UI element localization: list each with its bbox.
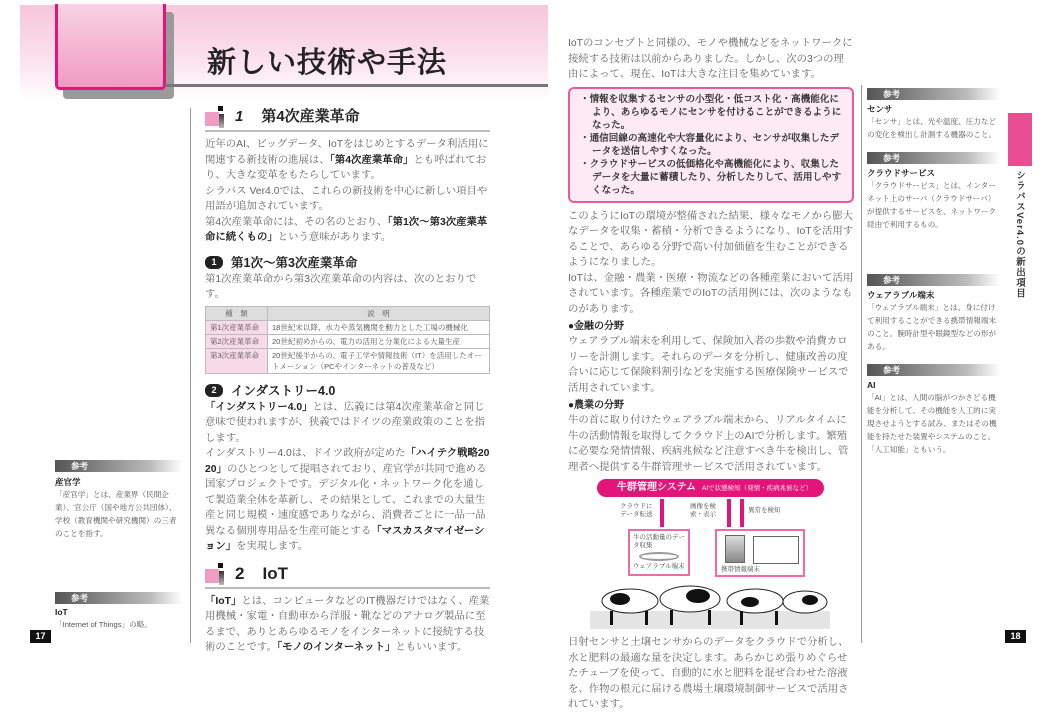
note-label: 参考: [867, 274, 1000, 286]
paragraph: IoTは、金融・農業・医療・物流などの各種産業において活用されています。各種産業でのIoTの活用例には、次のようなものがあります。: [568, 272, 854, 315]
collar-icon: [639, 552, 679, 561]
cattle-system-banner: [597, 479, 824, 497]
left-main-column: [205, 106, 490, 656]
page-number: 18: [1005, 630, 1026, 643]
system-subtitle: AIで状態検知（発情・疾病兆候など）: [702, 485, 813, 492]
wearable-box: [628, 529, 690, 576]
note-term: センサ: [867, 104, 893, 114]
table-row: [206, 320, 490, 334]
reason-item: ・通信回線の高速化や大容量化により、センサが収集したデータを送信しやすくなった。: [580, 132, 840, 157]
note-label: 参考: [55, 460, 182, 472]
right-main-column: [568, 36, 854, 713]
tablet-icon: [725, 535, 745, 563]
section-title: IoT: [262, 563, 288, 583]
subsection2-heading: [205, 382, 490, 400]
table-cell: 第1次産業革命: [206, 320, 268, 334]
note-text: 「ウェアラブル端末」とは、身に付けて利用することができる携帯情報端末のこと。腕時計型や眼鏡型などの形がある。: [867, 303, 997, 351]
paragraph: このようにIoTの環境が整備された結果、様々なモノから膨大なデータを収集・蓄積・分析できるようになり、IoTを活用することで、あらゆる分野で高い付加価値を生むことができるようになりました。: [568, 210, 854, 268]
side-tab-label: シラバスVer4.0の新出項目: [1014, 170, 1025, 299]
table-cell: 20世紀後半からの、電子工学や情報技術（IT）を活用したオートメーション（PCやインターネットの普及など）: [268, 348, 490, 373]
section-number: 1: [235, 108, 244, 125]
table-row: [206, 348, 490, 373]
number-badge: 1: [205, 256, 223, 269]
note-sensor: [867, 88, 1000, 141]
paragraph: [205, 137, 490, 184]
note-term: AI: [867, 380, 876, 390]
bold-term: 「IoT」: [205, 595, 242, 607]
paragraph: ウェアラブル端末を利用して、保険加入者の歩数や消費カロリーを計測します。それらのデータを分析し、健康改善の度合いに応じて保険料割引などを実施する医療保険サービスで活用されています。: [568, 336, 849, 394]
paragraph: 第1次産業革命から第3次産業革命の内容は、次のとおりです。: [205, 273, 477, 300]
note-term: クラウドサービス: [867, 168, 936, 178]
text-run: ともいいます。: [395, 642, 468, 653]
note-label: 参考: [55, 592, 182, 604]
bold-term: 「インダストリー4.0」: [205, 401, 313, 413]
bold-term: 「第1次～第3次産業革命に続くもの」: [205, 216, 488, 243]
note-label: 参考: [867, 152, 1000, 164]
section-underline: [205, 130, 490, 132]
column-header: 種 類: [206, 306, 268, 320]
note-text: 「クラウドサービス」とは、インターネット上のサーバ（クラウドサーバ）が提供するサービスを、ネットワーク経由で利用するもの。: [867, 181, 997, 229]
note-text: 「センサ」とは、光や温度、圧力などの変化を検出し計測する機器のこと。: [867, 117, 997, 139]
text-run: とも呼ばれており、大きな変革をもたらしています。: [205, 154, 487, 181]
reason-item: ・情報を収集するセンサの小型化・低コスト化・高機能化により、あらゆるモノにセンサを付けることができるようになった。: [580, 93, 842, 131]
agriculture-heading: ●農業の分野: [568, 400, 625, 411]
paragraph: [205, 446, 490, 555]
note-text: 「AI」とは、人間の脳がつかさどる機能を分析して、その機能を人工的に実現させようとする試み、またはその機能を持たせた装置やシステムのこと。「人工知能」ともいう。: [867, 393, 997, 454]
arrow-up-icon: [660, 499, 664, 527]
text-run: とは、コンピュータなどのIT機器だけではなく、産業用機械・家電・自動車から洋服・靴などのアナログ製品に至るまで、ありとあらゆるモノをインターネットに接続する技術のことです。: [205, 595, 490, 653]
note-text: 「Internet of Things」の略。: [55, 620, 152, 629]
arrow-down-icon: [740, 499, 744, 527]
table-cell: 18世紀末以降、水力や蒸気機関を動力とした工場の機械化: [268, 320, 490, 334]
column-header: 説 明: [268, 306, 490, 320]
note-label: 参考: [867, 88, 1000, 100]
note-text: 「産官学」とは、産業界（民間企業）、官公庁（国や地方公共団体）、学校（教育機関や研究機関）の三者のことを指す。: [55, 490, 177, 538]
section-title: 第4次産業革命: [261, 108, 360, 125]
table-cell: 第2次産業革命: [206, 334, 268, 348]
label-search-display: 画像を検索・表示: [690, 503, 716, 518]
industrial-revolution-table: [205, 306, 490, 374]
side-tab-marker: [1008, 113, 1032, 166]
bold-term: 「ハイテク戦略2020」: [205, 448, 490, 475]
note-iot: [55, 592, 182, 631]
text-run: のひとつとして提唱されており、産官学が共同で進める国家プロジェクトです。デジタル化・ネットワーク化を通して製造業全体を革新し、その結果として、これまでの大量生産と同じ規模・速度感でありながら、消費者ごとに一品一品異なる個別専用品を生産可能とする: [205, 463, 487, 537]
section-mark-icon: [205, 563, 227, 585]
subsection-title: 第1次～第3次産業革命: [231, 255, 358, 270]
bold-term: 「第4次産業革命」: [329, 154, 414, 166]
text-run: とは、広義には第4次産業革命と同じ意味で使われますが、狭義ではドイツの産業政策のことを指します。: [205, 401, 486, 444]
chapter-title: 新しい技術や手法: [207, 47, 448, 79]
table-cell: 第3次産業革命: [206, 348, 268, 373]
note-label: 参考: [867, 364, 1000, 376]
label-mobile: 携帯情報端末: [721, 566, 760, 573]
screen-icon: [753, 536, 799, 564]
label-collect: 牛の活動量のデータ収集: [633, 534, 685, 549]
label-cloud-transfer: クラウドにデータ転送: [620, 503, 653, 518]
section-number: 2: [235, 563, 245, 583]
text-run: 第4次産業革命には、その名のとおり、: [205, 216, 388, 228]
paragraph: [205, 594, 490, 656]
text-run: 近年のAI、ビッグデータ、IoTをはじめとするデータ利活用に関連する新技術の進展は、: [205, 139, 489, 166]
section1-heading: [205, 106, 490, 128]
note-ai: [867, 364, 1000, 456]
number-badge: 2: [205, 384, 223, 397]
cows-illustration: [590, 577, 830, 629]
text-run: シラバス Ver4.0では、これらの新技術を中心に新しい項目や用語が追加されています。: [205, 185, 488, 212]
section-underline: [205, 587, 490, 589]
bold-term: 「マスカスタマイゼーション」: [205, 525, 485, 552]
bold-term: 「モノのインターネット」: [276, 642, 396, 653]
text-run: という意味があります。: [277, 232, 392, 243]
reason-item: ・クラウドサービスの低価格化や高機能化により、収集したデータを大量に蓄積したり、分析したりして、活用しやすくなった。: [580, 158, 842, 196]
label-wearable: ウェアラブル端末: [633, 563, 685, 570]
table-header-row: [206, 306, 490, 320]
cattle-management-diagram: [568, 479, 854, 629]
paragraph: [205, 184, 490, 215]
note-sankangaku: [55, 460, 182, 540]
paragraph: [205, 215, 490, 246]
note-term: IoT: [55, 607, 68, 617]
note-wearable: [867, 274, 1000, 353]
title-underline: [165, 84, 548, 87]
arrow-updown-icon: [727, 499, 731, 527]
paragraph: [205, 400, 490, 447]
section-mark-icon: [205, 106, 227, 128]
note-term: 産官学: [55, 477, 81, 487]
section2-heading: [205, 563, 490, 585]
column-divider: [190, 108, 191, 643]
paragraph: 日射センサと土壌センサからのデータをクラウドで分析し、水と肥料の最適な量を決定します。あらかじめ張りめぐらせたチューブを使って、自動的に水と肥料を混ぜ合わせた溶液を、作物の根元に届ける農場土壌環境制御サービスで活用されています。: [568, 637, 849, 710]
table-row: [206, 334, 490, 348]
text-run: インダストリー4.0は、ドイツ政府が定めた: [205, 448, 406, 459]
reasons-box: [568, 87, 854, 203]
system-name: 牛群管理システム: [617, 482, 696, 493]
paragraph: 牛の首に取り付けたウェアラブル端末から、リアルタイムに牛の活動情報を取得してクラウド上のAIで分析します。繁殖に必要な発情情報、疾病兆候など注意すべき牛を検出し、管理者へ提供する牛群管理サービスで活用されています。: [568, 415, 849, 473]
label-detect: 異常を検知: [748, 507, 781, 514]
subsection-title: インダストリー4.0: [231, 383, 336, 398]
page-number: 17: [30, 630, 51, 643]
table-cell: 20世紀初めからの、電力の活用と分業化による大量生産: [268, 334, 490, 348]
finance-heading: ●金融の分野: [568, 321, 625, 332]
note-term: ウェアラブル端末: [867, 290, 935, 300]
paragraph: IoTのコンセプトと同様の、モノや機械などをネットワークに接続する技術は以前からありました。しかし、次の3つの理由によって、現在、IoTは大きな注目を集めています。: [568, 38, 853, 80]
column-divider: [861, 85, 862, 643]
note-cloud-service: [867, 152, 1000, 231]
subsection1-heading: [205, 254, 490, 272]
mobile-box: [715, 529, 805, 577]
text-run: を実現します。: [236, 541, 309, 552]
chapter-square: [55, 4, 166, 90]
